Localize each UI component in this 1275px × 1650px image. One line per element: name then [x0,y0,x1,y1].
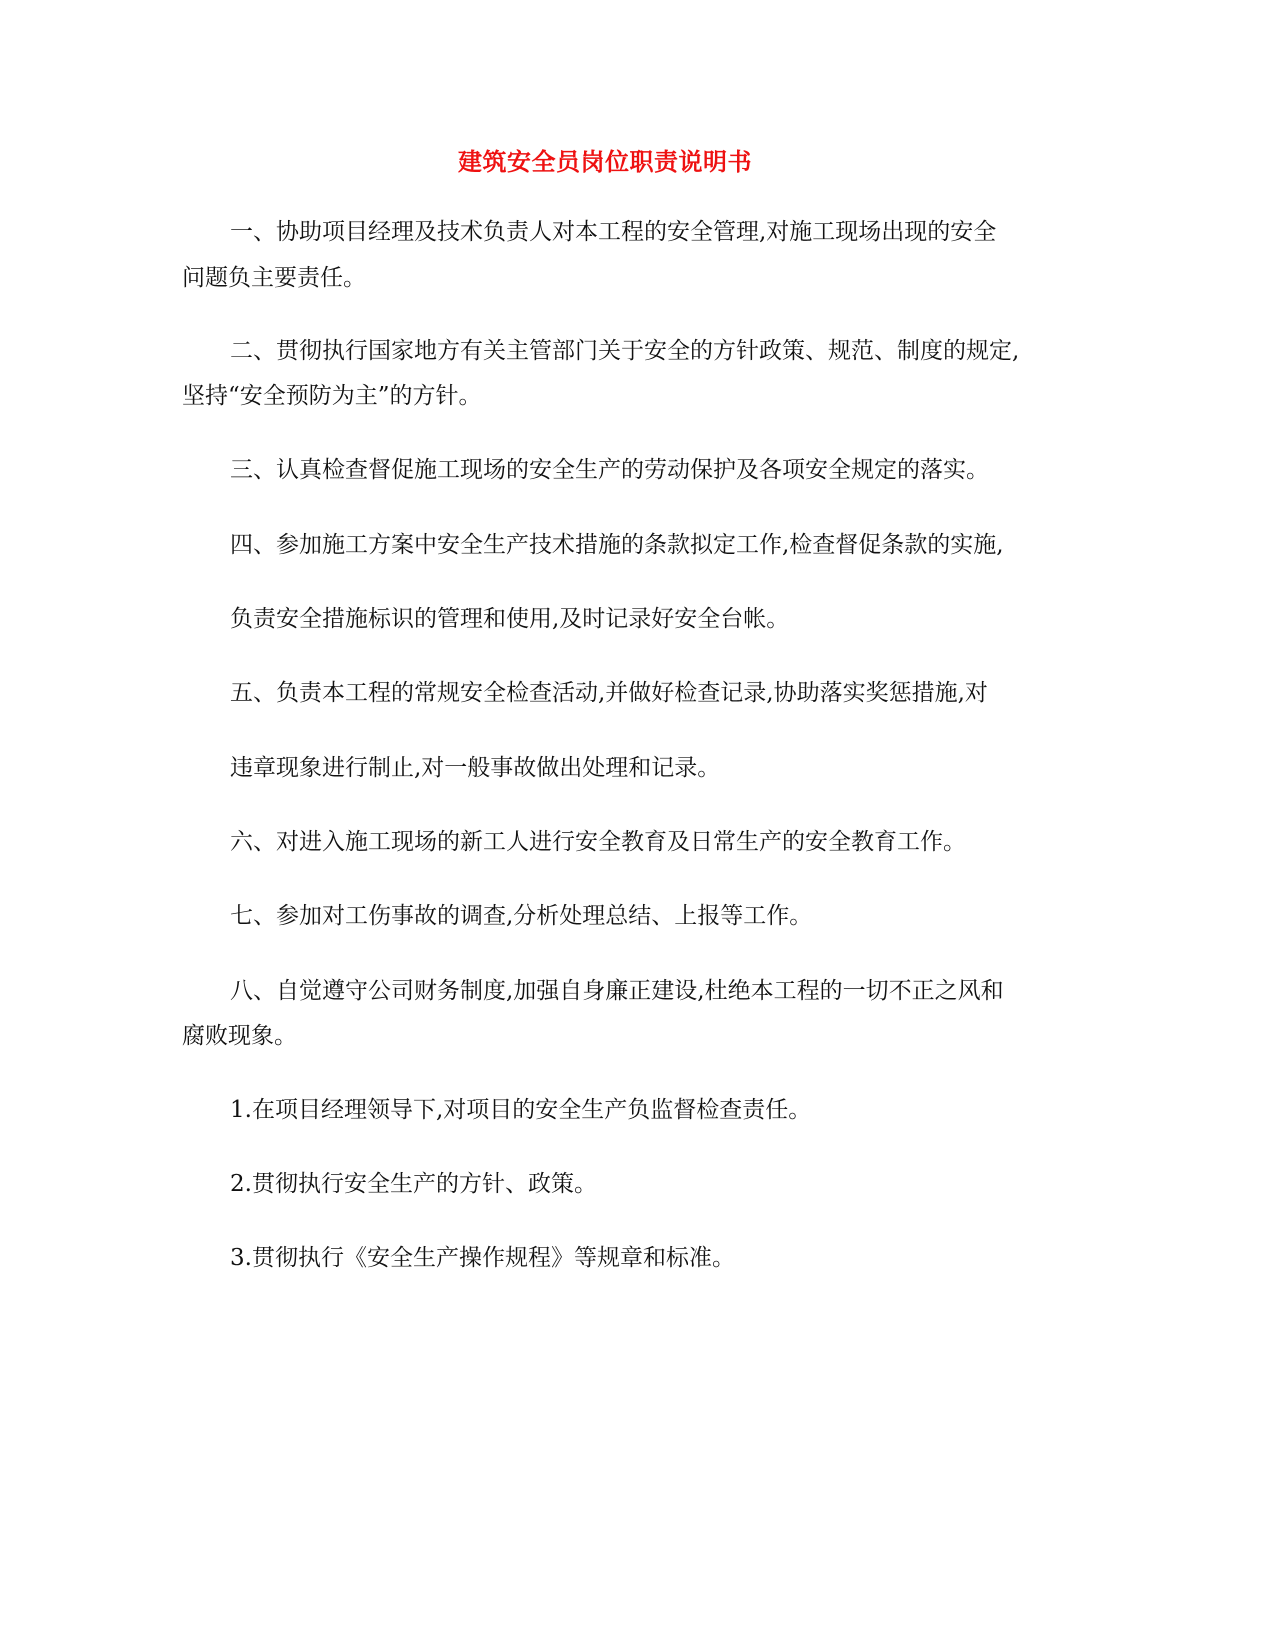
numbered-item-3: 3.贯彻执行《安全生产操作规程》等规章和标准。 [230,1245,735,1271]
numbered-item-1: 1.在项目经理领导下,对项目的安全生产负监督检查责任。 [230,1097,812,1123]
paragraph-1-line-1: 一、协助项目经理及技术负责人对本工程的安全管理,对施工现场出现的安全 [230,219,997,245]
paragraph-8-line-2: 腐败现象。 [182,1023,297,1049]
paragraph-5-line-2: 违章现象进行制止,对一般事故做出处理和记录。 [230,755,721,781]
paragraph-7: 七、参加对工伤事故的调查,分析处理总结、上报等工作。 [230,903,813,929]
paragraph-1-line-2: 问题负主要责任。 [182,265,366,291]
numbered-item-2: 2.贯彻执行安全生产的方针、政策。 [230,1171,597,1197]
paragraph-2-line-1: 二、贯彻执行国家地方有关主管部门关于安全的方针政策、规范、制度的规定, [230,338,1020,364]
paragraph-4-line-1: 四、参加施工方案中安全生产技术措施的条款拟定工作,检查督促条款的实施, [230,532,1004,558]
paragraph-2-line-2: 坚持“安全预防为主”的方针。 [182,383,482,409]
paragraph-4-line-2: 负责安全措施标识的管理和使用,及时记录好安全台帐。 [230,606,790,632]
paragraph-5-line-1: 五、负责本工程的常规安全检查活动,并做好检查记录,协助落实奖惩措施,对 [230,680,988,706]
paragraph-6: 六、对进入施工现场的新工人进行安全教育及日常生产的安全教育工作。 [230,829,966,855]
paragraph-8-line-1: 八、自觉遵守公司财务制度,加强自身廉正建设,杜绝本工程的一切不正之风和 [230,978,1004,1004]
document-title: 建筑安全员岗位职责说明书 [458,147,752,176]
paragraph-3: 三、认真检查督促施工现场的安全生产的劳动保护及各项安全规定的落实。 [230,457,989,483]
